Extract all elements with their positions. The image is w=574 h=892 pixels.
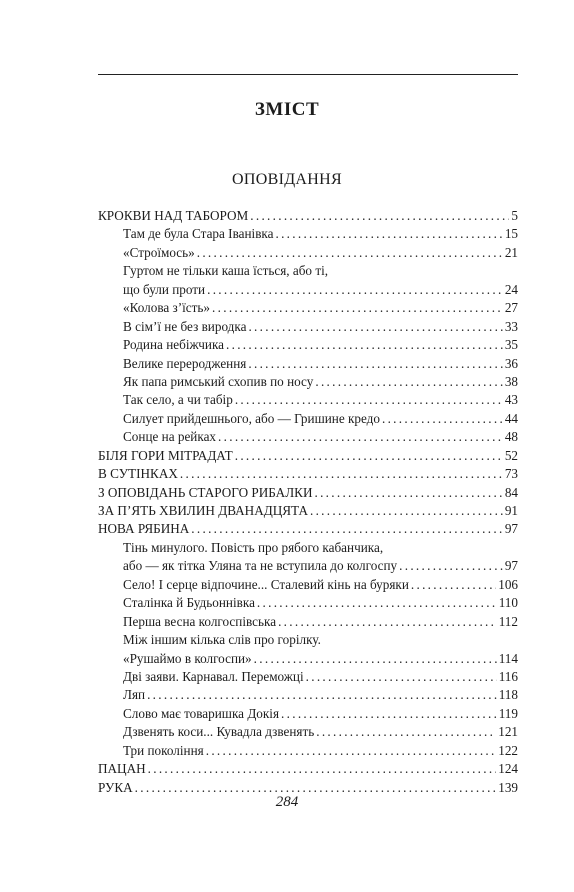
- toc-entry: [98, 318, 518, 336]
- toc-entry: [98, 650, 518, 668]
- toc-entry: [98, 447, 518, 465]
- toc-entry-title: КРОКВИ НАД ТАБОРОМ: [98, 208, 249, 223]
- toc-entry-title: Слово має товаришка Докія: [123, 705, 280, 721]
- toc-entry-title: Дзвенять коси... Кувадла дзвенять: [123, 724, 315, 740]
- table-of-contents: [98, 207, 518, 797]
- toc-entry: [98, 613, 518, 631]
- toc-entry-title: В сім’ї не без виродка: [123, 318, 247, 334]
- toc-entry-title: Велике перeродження: [123, 355, 247, 371]
- toc-entry-page: 118: [498, 687, 518, 703]
- toc-entry-page: 52: [504, 447, 518, 463]
- toc-entry-title: Силует прийдешнього, або — Гришине кредо: [123, 410, 380, 426]
- toc-entry: [98, 299, 518, 317]
- toc-entry: [98, 520, 518, 538]
- toc-entry-title: Як папа римський схопив по носу: [123, 373, 314, 389]
- toc-leader-dots: [248, 355, 502, 373]
- toc-entry-page: 116: [498, 668, 518, 684]
- toc-entry: [98, 576, 518, 594]
- toc-entry-title: Дві заяви. Карнавал. Переможці: [123, 668, 304, 684]
- toc-entry-page: 15: [504, 226, 518, 242]
- toc-entry-title: Сталінка й Будьоннівка: [123, 595, 255, 611]
- toc-entry: [98, 742, 518, 760]
- toc-leader-dots: [148, 760, 497, 778]
- toc-entry-page: 5: [511, 208, 518, 223]
- toc-leader-dots: [235, 391, 503, 409]
- toc-leader-dots: [197, 244, 503, 262]
- toc-entry-page: 24: [504, 281, 518, 297]
- toc-entry: [98, 373, 518, 391]
- toc-entry-page: 36: [504, 355, 518, 371]
- toc-leader-dots: [206, 742, 496, 760]
- toc-entry-page: 119: [498, 705, 518, 721]
- toc-entry: [98, 207, 518, 225]
- toc-leader-dots: [191, 520, 503, 538]
- toc-entry-page: 33: [504, 318, 518, 334]
- toc-entry-title: БІЛЯ ГОРИ МІТРАДАТ: [98, 447, 233, 463]
- toc-entry-page: 35: [504, 337, 518, 353]
- toc-leader-dots: [254, 650, 497, 668]
- toc-entry-page: 21: [504, 244, 518, 260]
- toc-leader-dots: [235, 447, 503, 465]
- toc-entry: [98, 594, 518, 612]
- toc-entry: [98, 336, 518, 354]
- toc-entry-page: 124: [498, 761, 518, 777]
- page-number: 284: [275, 794, 299, 810]
- top-rule: [98, 74, 518, 75]
- toc-entry: [98, 465, 518, 483]
- toc-entry-title: Між іншим кілька слів про горілку.: [123, 632, 321, 648]
- section-heading: ОПОВІДАННЯ: [232, 171, 342, 188]
- toc-entry-page: 44: [504, 410, 518, 426]
- toc-leader-dots: [316, 723, 496, 741]
- toc-entry-title: або — як тітка Уляна та не вступила до колгоспу: [123, 558, 398, 574]
- toc-leader-dots: [250, 207, 509, 225]
- toc-entry-title: В СУТІНКАХ: [98, 466, 178, 482]
- toc-entry-title: «Строїмось»: [123, 244, 195, 260]
- toc-entry: [98, 391, 518, 409]
- toc-entry: [98, 225, 518, 243]
- toc-entry-title: Тінь минулого. Повість про рябого кабанчика,: [123, 539, 384, 555]
- toc-entry-page: 122: [498, 742, 518, 758]
- toc-entry: [98, 631, 518, 649]
- toc-entry-title: РУКА: [98, 779, 133, 795]
- toc-entry-title: Родина небіжчика: [123, 337, 225, 353]
- toc-entry-page: 48: [504, 429, 518, 445]
- toc-entry: [98, 705, 518, 723]
- page-title: ЗМІСТ: [254, 99, 320, 120]
- toc-entry-title: НОВА РЯБИНА: [98, 521, 190, 537]
- toc-leader-dots: [226, 336, 503, 354]
- toc-entry-title: З ОПОВІДАНЬ СТАРОГО РИБАЛКИ: [98, 484, 313, 500]
- toc-entry-title: Там де була Стара Іванівка: [123, 226, 274, 242]
- toc-entry: [98, 262, 518, 280]
- toc-entry-title: Так село, а чи табір: [123, 392, 233, 408]
- toc-entry-title: «Колова з’їсть»: [123, 300, 211, 316]
- toc-entry-title: що були проти: [123, 281, 206, 297]
- toc-leader-dots: [382, 410, 503, 428]
- toc-entry: [98, 668, 518, 686]
- toc-entry-page: 112: [498, 613, 518, 629]
- toc-entry-title: ЗА П’ЯТЬ ХВИЛИН ДВАНАДЦЯТА: [98, 503, 308, 518]
- toc-entry-title: Гуртом не тільки каша їсться, або ті,: [123, 263, 329, 279]
- toc-entry-page: 114: [498, 650, 518, 666]
- toc-leader-dots: [315, 373, 502, 391]
- toc-entry-page: 110: [498, 595, 518, 611]
- toc-entry-page: 97: [504, 558, 518, 574]
- toc-leader-dots: [314, 484, 502, 502]
- toc-entry-page: 97: [504, 521, 518, 537]
- toc-entry-page: 106: [498, 576, 518, 592]
- toc-leader-dots: [399, 557, 503, 575]
- toc-entry: [98, 502, 518, 520]
- toc-leader-dots: [212, 299, 503, 317]
- toc-entry-page: 43: [504, 392, 518, 408]
- toc-leader-dots: [275, 225, 502, 243]
- toc-entry: [98, 760, 518, 778]
- toc-leader-dots: [218, 428, 503, 446]
- toc-entry-page: 121: [498, 724, 518, 740]
- toc-entry-title: Ляп: [123, 687, 146, 703]
- toc-entry: [98, 539, 518, 557]
- toc-leader-dots: [180, 465, 503, 483]
- toc-leader-dots: [278, 613, 497, 631]
- toc-entry: [98, 723, 518, 741]
- toc-entry-page: 73: [504, 466, 518, 482]
- toc-entry: [98, 355, 518, 373]
- toc-leader-dots: [207, 281, 503, 299]
- toc-entry-title: Три покоління: [123, 742, 204, 758]
- toc-entry-page: 91: [504, 503, 518, 518]
- toc-entry-title: «Рушаймо в колгоспи»: [123, 650, 252, 666]
- toc-entry: [98, 557, 518, 575]
- toc-entry-page: 139: [498, 779, 518, 795]
- toc-entry-title: ПАЦАН: [98, 761, 146, 777]
- toc-entry-page: 27: [504, 300, 518, 316]
- toc-leader-dots: [306, 668, 497, 686]
- toc-leader-dots: [310, 502, 503, 520]
- toc-leader-dots: [257, 594, 497, 612]
- toc-leader-dots: [281, 705, 497, 723]
- toc-entry-page: 38: [504, 373, 518, 389]
- toc-entry: [98, 244, 518, 262]
- toc-leader-dots: [147, 686, 497, 704]
- toc-leader-dots: [411, 576, 496, 594]
- toc-entry-title: Село! І серце відпочине... Сталевий кінь на буряки: [123, 576, 409, 592]
- toc-entry: [98, 410, 518, 428]
- toc-entry-title: Перша весна колгоспівська: [123, 613, 277, 629]
- toc-entry-title: Сонце на рейках: [123, 429, 217, 445]
- toc-entry-page: 84: [504, 484, 518, 500]
- toc-entry: [98, 686, 518, 704]
- toc-entry: [98, 484, 518, 502]
- toc-entry: [98, 428, 518, 446]
- toc-entry: [98, 281, 518, 299]
- toc-leader-dots: [248, 318, 502, 336]
